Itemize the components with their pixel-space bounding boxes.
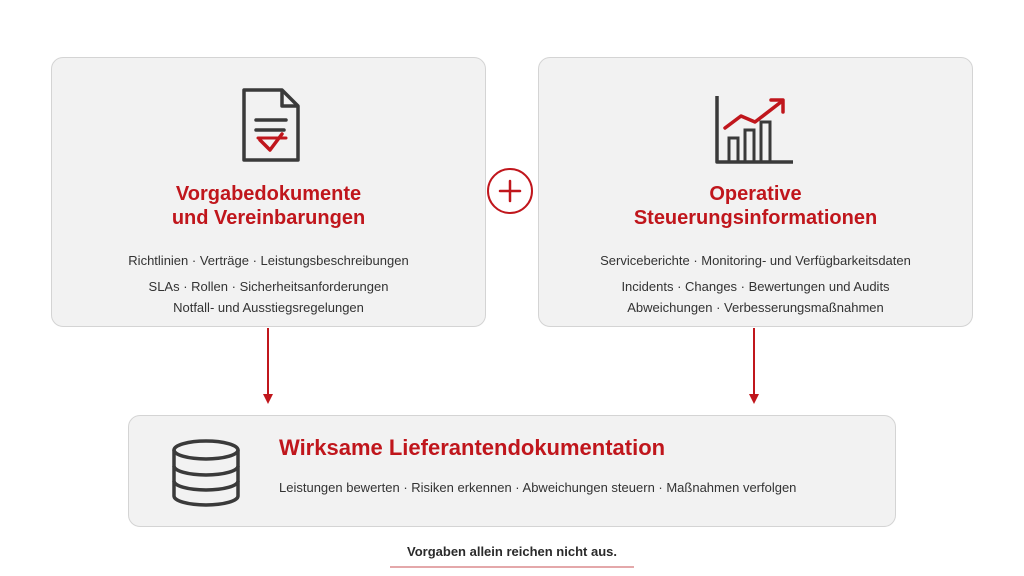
card-lieferantendokumentation [128, 415, 896, 527]
card-title-line2: und Vereinbarungen [171, 207, 366, 229]
card-detail-line2: SLAs · Rollen · Sicherheitsanforderungen [148, 279, 389, 294]
footer-underline [390, 566, 634, 568]
document-check-icon [240, 86, 302, 164]
arrow-down-icon [748, 328, 760, 406]
bar-chart-trend-icon [711, 94, 795, 166]
card-detail-line1: Richtlinien · Verträge · Leistungsbeschreibungen [128, 253, 409, 268]
card-description: Leistungen bewerten · Risiken erkennen · Abweichungen steuern · Maßnahmen verfolgen [279, 480, 797, 495]
card-details [52, 250, 485, 318]
card-title-line1: Vorgabedokumente [175, 183, 362, 205]
card-detail-line3: Abweichungen · Verbesserungsmaßnahmen [627, 300, 884, 315]
card-title: Wirksame Lieferantendokumentation [279, 435, 666, 460]
footer-note: Vorgaben allein reichen nicht aus. [407, 544, 617, 559]
plus-icon [487, 168, 533, 214]
card-vorgabedokumente [51, 57, 486, 327]
card-title [539, 182, 972, 230]
card-steuerungsinformationen [538, 57, 973, 327]
card-detail-line3: Notfall- und Ausstiegsregelungen [173, 300, 364, 315]
database-icon [169, 438, 243, 508]
card-detail-line2: Incidents · Changes · Bewertungen und Audits [621, 279, 890, 294]
card-details [539, 250, 972, 318]
arrow-down-icon [262, 328, 274, 406]
card-detail-line1: Serviceberichte · Monitoring- und Verfügbarkeitsdaten [600, 253, 911, 268]
card-title [52, 182, 485, 230]
card-title-line2: Steuerungsinformationen [633, 207, 878, 229]
card-title-line1: Operative [709, 183, 802, 205]
